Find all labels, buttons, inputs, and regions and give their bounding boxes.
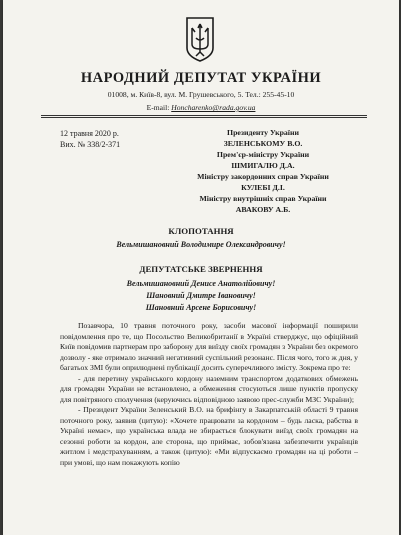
addressee-name: АВАКОВУ А.Б.	[235, 205, 291, 214]
letter-page	[3, 0, 399, 535]
addressee-position: Міністру внутрішніх справ України	[199, 194, 327, 203]
body-paragraph: Позавчора, 10 травня поточного року, засоби масової інформації поширили повідомлення про те, що Посольство Великобританії в Україні стверджує, що офіційний Київ повідомив партнерам про заборону для виїзду своїх громадян з України без окремого дозволу - яке отримало значний негативний суспільний резонанс. Після чого, того ж дня, у багатьох ЗМІ були оприлюднені публікації досить суперечливого змісту. Зокрема про те:	[60, 321, 358, 372]
greeting-foreign-minister: Шановний Дмитре Івановичу!	[146, 291, 256, 300]
letter-date: 12 травня 2020 р.	[60, 129, 119, 138]
petition-heading: КЛОПОТАННЯ	[168, 226, 234, 236]
letterhead-address: 01008, м. Київ-8, вул. М. Грушевського, 5. Тел.: 255-45-10	[107, 90, 295, 99]
addressee-position: Президенту України	[227, 128, 299, 137]
letter-reference-number: Вих. № 338/2-371	[60, 140, 121, 149]
greeting-prime-minister: Вельмишановний Денисе Анатолійовичу!	[126, 279, 276, 288]
trident-coat-of-arms-icon	[185, 16, 215, 62]
addressee-position: Міністру закордонних справ України	[197, 172, 329, 181]
greeting-interior-minister: Шановний Арсене Борисовичу!	[145, 303, 257, 312]
body-paragraph: - Президент України Зеленський В.О. на брифінгу в Закарпатській області 9 травня поточного року, заявив (цитую): «Хочете працювати за кордоном – будь ласка, рабства в Україні немає», що українська влада не збирається блокувати виїзд своїх громадян на сезонні роботи за кордон, але сторона, що приймає, зобов'язана забезпечити українців житлом і медстрахуванням, а також (цитую): «Ми відпускаємо громадян на ці роботи – при умові, що нам покажують копію	[60, 405, 358, 467]
letterhead-divider-top	[41, 115, 367, 116]
addressee-block	[163, 127, 363, 215]
addressee-name: ШМИГАЛЮ Д.А.	[231, 161, 295, 170]
addressee-name: ЗЕЛЕНСЬКОМУ В.О.	[223, 139, 303, 148]
addressee-position: Прем'єр-міністру України	[216, 150, 310, 159]
body-paragraph: - для перетину українського кордону наземним транспортом додаткових обмежень для громадян України не встановлено, а обмеження стосуються лише пунктів пропуску для повітряного сполучення (керуючись відповідною заявою прес-служби МЗС України);	[60, 373, 358, 404]
greeting-president: Вельмишановний Володимире Олександровичу!	[116, 240, 286, 249]
email-label: E-mail:	[146, 103, 170, 112]
letterhead-title: НАРОДНИЙ ДЕПУТАТ УКРАЇНИ	[80, 70, 322, 86]
letterhead-divider-bottom	[41, 117, 367, 118]
letter-body	[60, 321, 358, 468]
appeal-heading: ДЕПУТАТСЬКЕ ЗВЕРНЕННЯ	[139, 264, 263, 274]
email-link[interactable]: Honcharenko@rada.gov.ua	[171, 103, 256, 112]
addressee-name: КУЛЕБІ Д.І.	[241, 183, 285, 192]
letterhead-email	[3, 103, 399, 112]
